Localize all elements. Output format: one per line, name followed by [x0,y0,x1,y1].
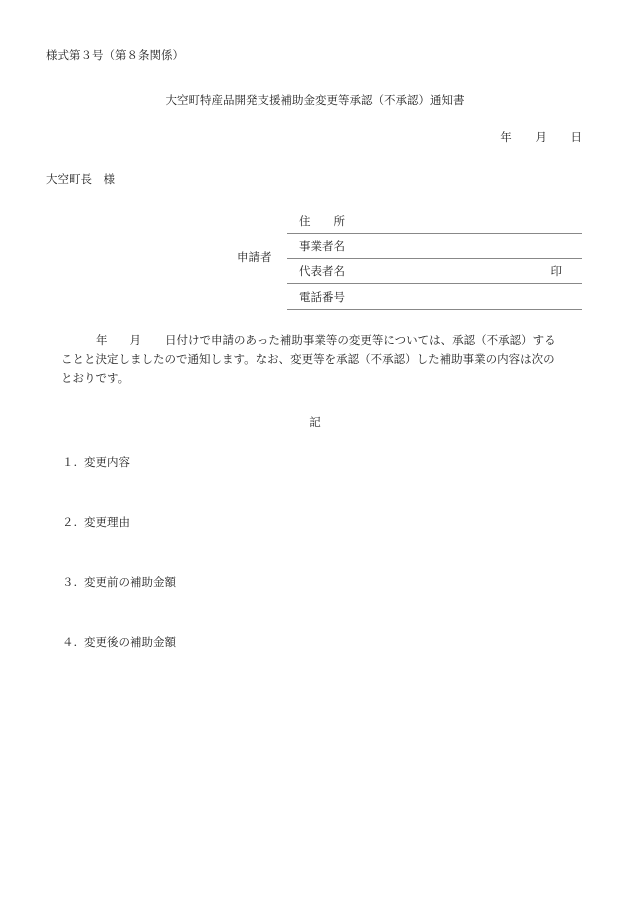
address-field[interactable] [287,209,582,234]
date-line [480,129,582,145]
item-number: １. [62,455,78,469]
applicant-label: 申請者 [237,250,272,264]
item-number: ３. [62,575,78,589]
item-label: 変更内容 [84,455,130,469]
address-label: 住 所 [299,214,345,228]
item-label: 変更後の補助金額 [84,635,176,649]
representative-name-label: 代表者名 [299,264,345,278]
business-name-label: 事業者名 [299,239,345,253]
item-amount-before [62,574,176,590]
date-year: 年 [500,130,512,144]
item-amount-after [62,634,176,650]
item-change-content [62,454,130,470]
ki-heading: 記 [309,415,321,429]
body-line-3: とおりです。 [61,371,130,385]
seal-mark: 印 [550,264,562,278]
item-label: 変更理由 [84,515,130,529]
body-line-2: ことと決定しましたので通知します。なお、変更等を承認（不承認）した補助事業の内容は次の [61,352,555,366]
business-name-field[interactable] [287,234,582,259]
phone-number-field[interactable] [287,285,582,310]
notice-body [61,331,589,388]
phone-number-label: 電話番号 [299,290,345,304]
date-day: 日 [570,130,582,144]
item-label: 変更前の補助金額 [84,575,176,589]
form-number: 様式第３号（第８条関係） [46,48,184,62]
representative-name-field[interactable] [287,259,582,284]
item-number: ４. [62,635,78,649]
body-line-1 [61,331,589,350]
addressee: 大空町長 様 [46,172,115,186]
date-month: 月 [535,130,547,144]
body-line-1-text: 日付けで申請のあった補助事業等の変更等については、承認（不承認）する [165,333,556,347]
item-change-reason [62,514,130,530]
document-title: 大空町特産品開発支援補助金変更等承認（不承認）通知書 [165,93,465,107]
item-number: ２. [62,515,78,529]
body-year: 年 [96,333,108,347]
body-month: 月 [129,333,141,347]
